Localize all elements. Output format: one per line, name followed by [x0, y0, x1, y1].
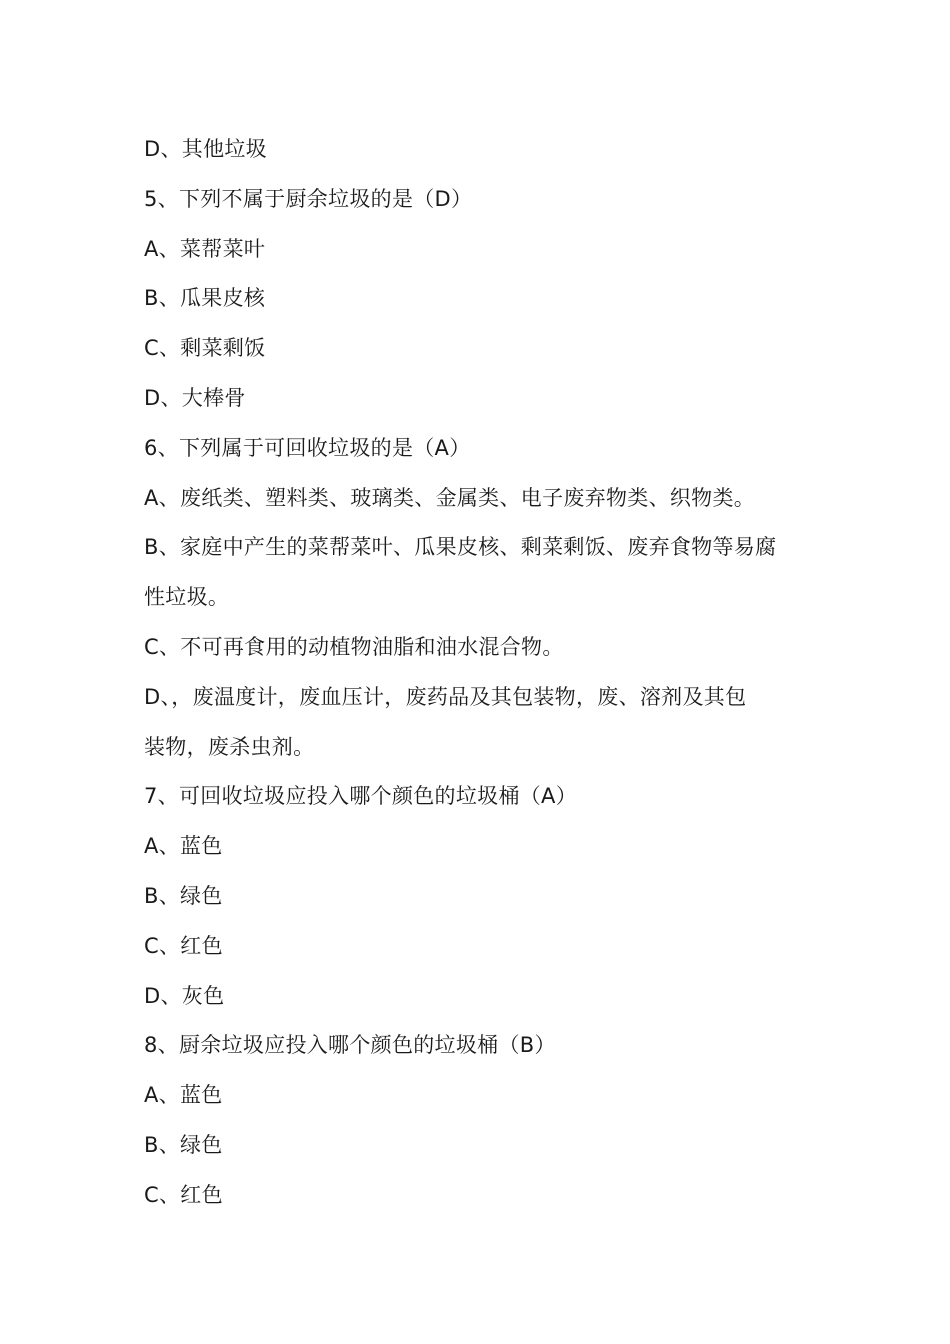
question-7-option-b: B、绿色 [144, 883, 223, 908]
option-d-other-waste: D、其他垃圾 [144, 137, 267, 161]
question-5-option-a: A、菜帮菜叶 [144, 236, 266, 261]
question-7: 7、可回收垃圾应投入哪个颜色的垃圾桶（A） [144, 784, 578, 809]
question-6-option-c: C、不可再食用的动植物油脂和油水混合物。 [144, 634, 564, 659]
question-5: 5、下列不属于厨余垃圾的是（D） [144, 186, 473, 211]
question-5-option-c: C、剩菜剩饭 [144, 336, 266, 361]
question-8-option-a: A、蓝色 [144, 1083, 223, 1108]
question-8-option-b: B、绿色 [144, 1132, 223, 1157]
question-8-option-c: C、红色 [144, 1182, 223, 1207]
question-6-option-d: D、，废温度计，废血压计，废药品及其包装物，废、溶剂及其包 [144, 684, 747, 709]
question-7-option-a: A、蓝色 [144, 834, 223, 859]
quiz-content [144, 125, 824, 1221]
question-6: 6、下列属于可回收垃圾的是（A） [144, 435, 471, 460]
question-6-option-b-continued: 性垃圾。 [144, 585, 230, 610]
question-5-option-b: B、瓜果皮核 [144, 286, 266, 311]
question-7-option-c: C、红色 [144, 933, 223, 958]
question-5-option-d: D、大棒骨 [144, 385, 246, 410]
question-6-option-a: A、废纸类、塑料类、玻璃类、金属类、电子废弃物类、织物类。 [144, 485, 756, 510]
question-7-option-d: D、灰色 [144, 983, 225, 1008]
question-6-option-d-continued: 装物，废杀虫剂。 [144, 734, 315, 759]
question-6-option-b: B、家庭中产生的菜帮菜叶、瓜果皮核、剩菜剩饭、废弃食物等易腐 [144, 535, 777, 560]
question-8: 8、厨余垃圾应投入哪个颜色的垃圾桶（B） [144, 1033, 556, 1058]
